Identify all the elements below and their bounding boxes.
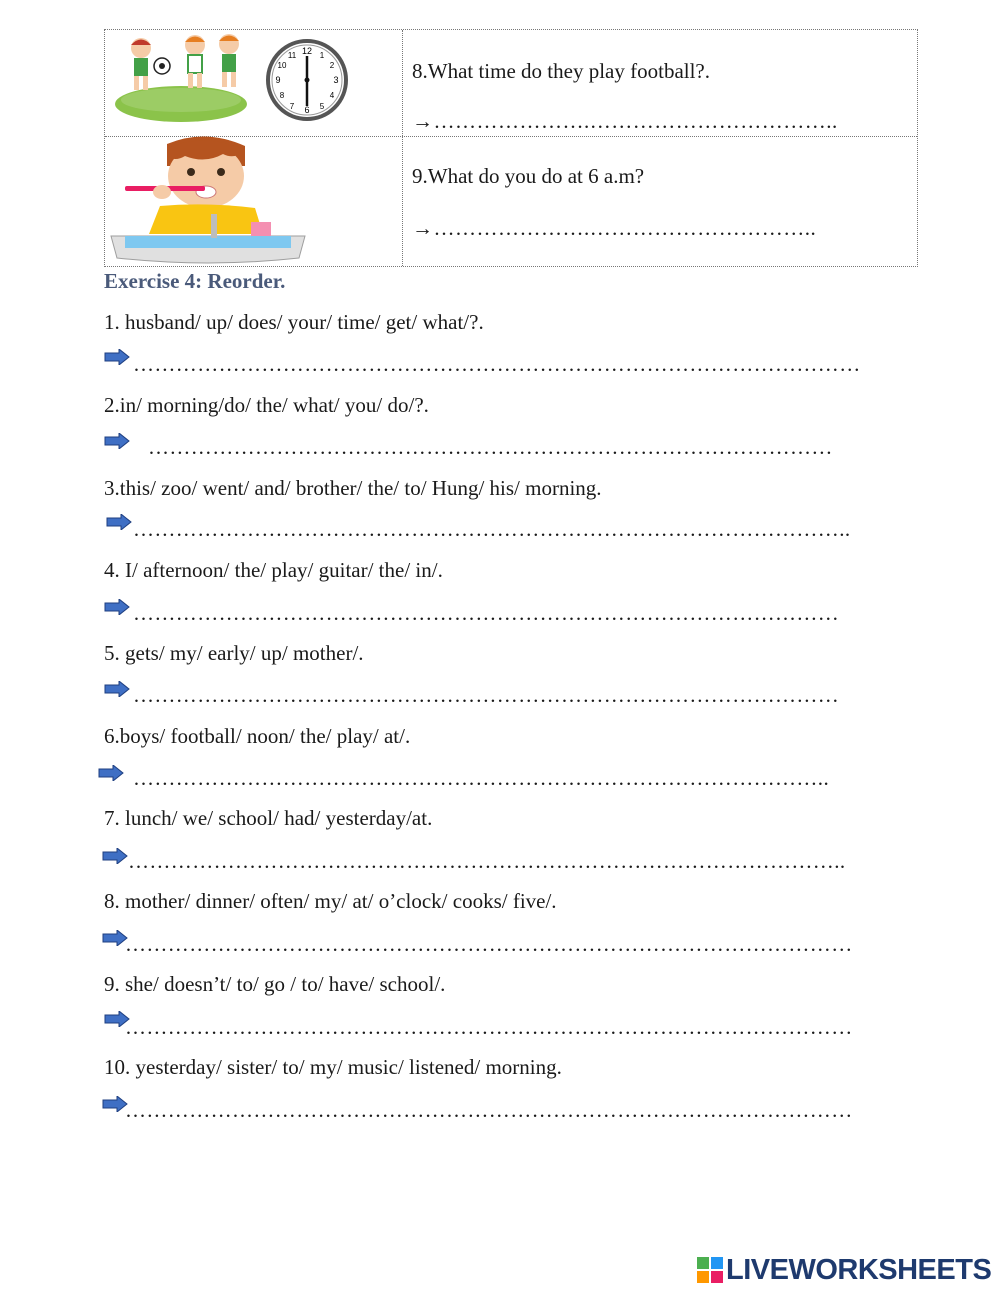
liveworksheets-logo-text: LIVEWORKSHEETS	[726, 1253, 992, 1286]
arrow-icon	[104, 433, 130, 449]
svg-text:3: 3	[333, 75, 339, 85]
answer-line-8[interactable]: →………………….……………………………..	[412, 109, 838, 133]
arrow-icon	[98, 765, 124, 781]
item-7-prompt: 7. lunch/ we/ school/ had/ yesterday/at.	[104, 806, 433, 830]
svg-text:9: 9	[275, 75, 281, 85]
item-9-prompt: 9. she/ doesn’t/ to/ go / to/ have/ school/.	[104, 972, 446, 996]
svg-text:2: 2	[329, 61, 335, 70]
question-8: 8.What time do they play football?.	[412, 59, 710, 83]
svg-text:12: 12	[301, 46, 313, 56]
svg-text:5: 5	[319, 102, 325, 111]
item-1-answer-line[interactable]: …………………………………………………………………………………………	[133, 352, 861, 376]
svg-text:1: 1	[319, 51, 325, 60]
table-row	[105, 136, 917, 266]
item-4-prompt: 4. I/ afternoon/ the/ play/ guitar/ the/ in/.	[104, 558, 443, 582]
item-2-answer-line[interactable]: ……………………………………………………………………………………	[148, 435, 833, 459]
liveworksheets-logo-icon	[697, 1257, 723, 1283]
svg-text:7: 7	[289, 102, 295, 111]
answer-line-9[interactable]: →………………….…………………………..	[412, 216, 817, 240]
svg-text:11: 11	[287, 51, 297, 60]
arrow-icon	[104, 681, 130, 697]
item-7-answer-line[interactable]: ………………………………………………………………………………………..	[128, 849, 846, 873]
arrow-icon	[104, 599, 130, 615]
boy-brushing-teeth-picture	[105, 136, 403, 266]
item-10-answer-line[interactable]: …………………………………………………………………………………………	[125, 1098, 853, 1122]
item-8-prompt: 8. mother/ dinner/ often/ my/ at/ o’clock/ cooks/ five/.	[104, 889, 557, 913]
item-6-prompt: 6.boys/ football/ noon/ the/ play/ at/.	[104, 724, 411, 748]
clock-icon	[265, 38, 349, 122]
boy-brushing-teeth-illustration	[105, 136, 402, 266]
arrow-icon	[102, 848, 128, 864]
item-10-prompt: 10. yesterday/ sister/ to/ my/ music/ listened/ morning.	[104, 1055, 562, 1079]
svg-text:4: 4	[329, 91, 335, 100]
arrow-icon	[106, 514, 132, 530]
item-5-prompt: 5. gets/ my/ early/ up/ mother/.	[104, 641, 364, 665]
football-clock-picture	[105, 30, 403, 136]
item-5-answer-line[interactable]: ………………………………………………………………………………………	[133, 683, 840, 707]
item-3-answer-line[interactable]: ………………………………………………………………………………………..	[133, 517, 851, 541]
exercise-title: Exercise 4: Reorder.	[104, 269, 286, 293]
item-9-answer-line[interactable]: …………………………………………………………………………………………	[125, 1015, 853, 1039]
svg-text:8: 8	[279, 91, 285, 100]
item-1-prompt: 1. husband/ up/ does/ your/ time/ get/ what/?.	[104, 310, 484, 334]
svg-text:10: 10	[277, 61, 287, 70]
table-row	[105, 30, 917, 137]
arrow-icon	[104, 349, 130, 365]
item-2-prompt: 2.in/ morning/do/ the/ what/ you/ do/?.	[104, 393, 429, 417]
item-4-answer-line[interactable]: ………………………………………………………………………………………	[133, 601, 840, 625]
kids-football-illustration	[105, 30, 402, 130]
item-8-answer-line[interactable]: …………………………………………………………………………………………	[125, 932, 853, 956]
question-table	[104, 29, 918, 267]
liveworksheets-logo	[697, 1253, 991, 1287]
svg-text:6: 6	[304, 105, 310, 115]
question-9: 9.What do you do at 6 a.m?	[412, 164, 645, 188]
item-3-prompt: 3.this/ zoo/ went/ and/ brother/ the/ to/ Hung/ his/ morning.	[104, 476, 602, 500]
item-6-answer-line[interactable]: ……………………………………………………………………………………..	[133, 766, 830, 790]
